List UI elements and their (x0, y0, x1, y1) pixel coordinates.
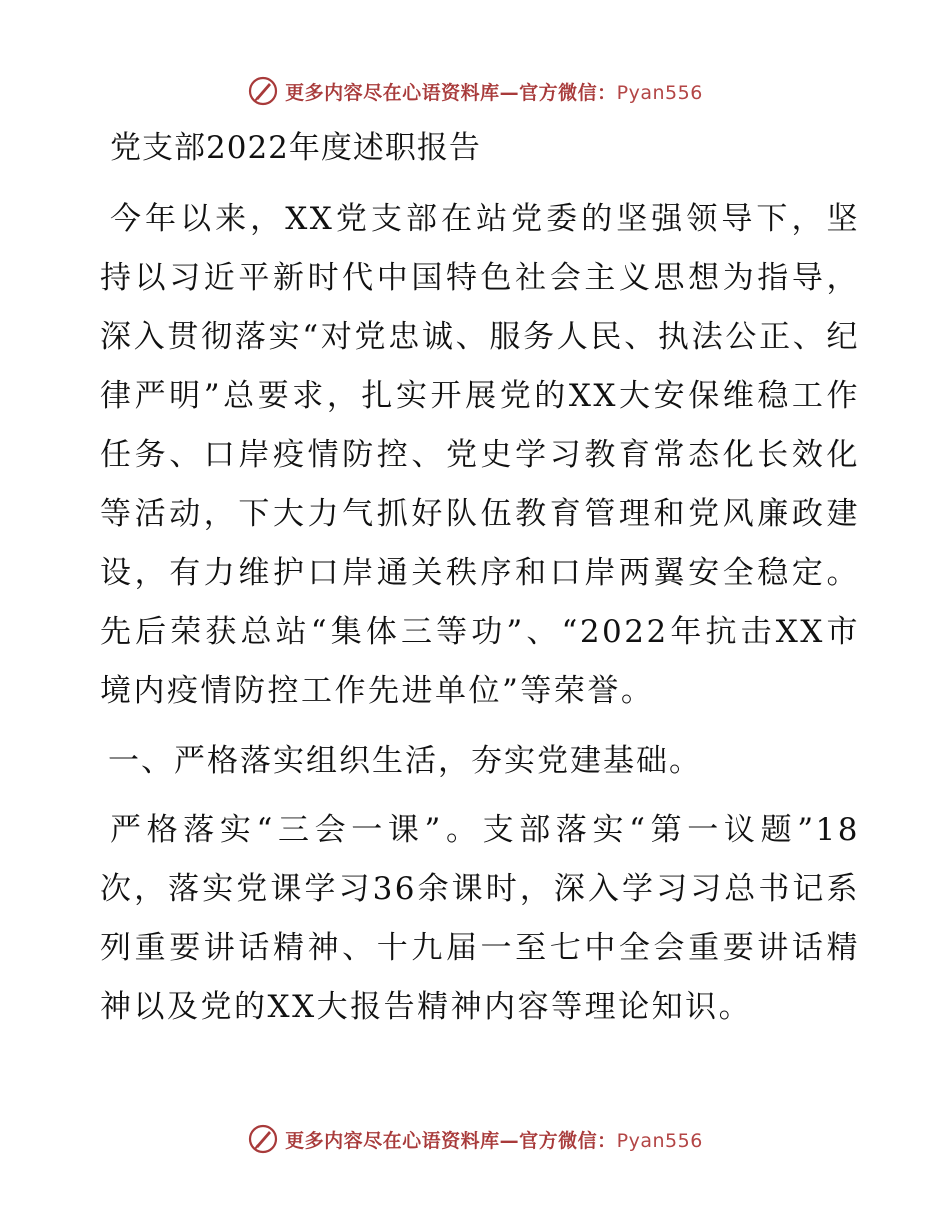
quill-circle-logo-icon (247, 1123, 279, 1155)
wechat-handle: Pyan556 (616, 81, 703, 104)
quill-circle-logo-icon (247, 75, 279, 107)
footer-banner (0, 1122, 950, 1156)
wechat-handle: Pyan556 (616, 1129, 703, 1152)
section-heading-1: 一、严格落实组织生活，夯实党建基础。 (108, 743, 702, 779)
banner-text: 更多内容尽在心语资料库—官方微信：Pyan556 (285, 81, 703, 104)
paragraph-section-1: 严格落实“三会一课”。支部落实“第一议题”18次，落实党课学习36余课时，深入学习习总书记系列重要讲话精神、十九届一至七中全会重要讲话精神以及党的XX大报告精神内容等理论知识。 (100, 812, 860, 1025)
paragraph-intro: 今年以来，XX党支部在站党委的坚强领导下，坚持以习近平新时代中国特色社会主义思想为指导，深入贯彻落实“对党忠诚、服务人民、执法公正、纪律严明”总要求，扎实开展党的XX大安保维稳工作任务、口岸疫情防控、党史学习教育常态化长效化等活动，下大力气抓好队伍教育管理和党风廉政建设，有力维护口岸通关秩序和口岸两翼安全稳定。先后荣获总站“集体三等功”、“2022年抗击XX市境内疫情防控工作先进单位”等荣誉。 (100, 201, 860, 709)
banner-text: 更多内容尽在心语资料库—官方微信：Pyan556 (285, 1129, 703, 1152)
document-body (100, 124, 860, 1037)
document-title: 党支部2022年度述职报告 (110, 130, 481, 166)
header-banner (0, 74, 950, 108)
